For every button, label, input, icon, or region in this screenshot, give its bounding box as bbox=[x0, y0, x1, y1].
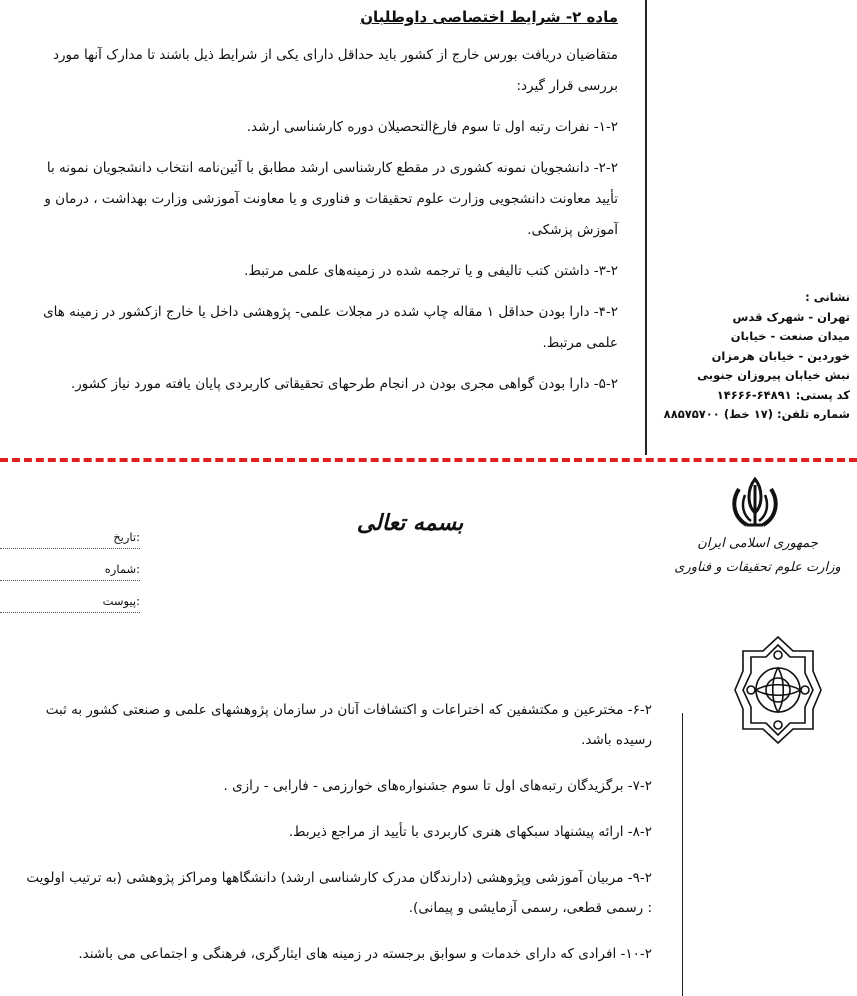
upper-main-text bbox=[20, 0, 618, 400]
list-item: ۶-۲- مخترعین و مکتشفین که اختراعات و اکتشافات آنان در سازمان پژوهشهای علمی و صنعتی کشور به ثبت رسیده باشد. bbox=[45, 702, 652, 748]
list-item: ۱۰-۲- افرادی که دارای خدمات و سوابق برجسته در زمینه های ایثارگری، فرهنگی و اجتماعی می باشند. bbox=[78, 946, 652, 962]
date-label: تاریخ: bbox=[110, 530, 140, 544]
margin-rule bbox=[645, 0, 647, 455]
number-field bbox=[0, 562, 140, 581]
islamic-ornament-icon bbox=[733, 635, 823, 745]
basmala-heading: بسمه تعالی bbox=[356, 510, 464, 536]
list-item: ۷-۲- برگزیدگان رتبه‌های اول تا سوم جشنواره‌های خوارزمی - فارابی - رازی . bbox=[223, 778, 652, 794]
address-line: تهران - شهرک قدس bbox=[732, 309, 850, 324]
upper-page bbox=[0, 0, 857, 455]
article-title: ماده ۲- شرایط اختصاصی داوطلبان bbox=[360, 8, 618, 26]
list-item: ۳-۲- داشتن کتب تالیفی و یا ترجمه شده در زمینه‌های علمی مرتبط. bbox=[244, 263, 618, 279]
margin-rule bbox=[682, 713, 683, 996]
date-field bbox=[0, 530, 140, 549]
number-label: شماره: bbox=[102, 562, 140, 576]
organization-name bbox=[670, 532, 845, 580]
org-line: جمهوری اسلامی ایران bbox=[697, 536, 818, 551]
list-item: ۲-۲- دانشجویان نمونه کشوری در مقطع کارشناسی ارشد مطابق با آئین‌نامه انتخاب دانشجویان نمونه با تأیید معاونت دانشجویی وزارت علوم تحقیقات و فناوری و یا معاونت آموزشی وزارت بهداشت ، درمان و آموزش پزشکی. bbox=[44, 160, 618, 238]
address-line: نبش خیابان پیروزان جنوبی bbox=[697, 368, 850, 382]
list-item: ۹-۲- مربیان آموزشی وپژوهشی (دارندگان مدرک کارشناسی ارشد) دانشگاهها ومراکز پژوهشی (به ترتیب اولویت : رسمی قطعی، رسمی آزمایشی و پیمانی). bbox=[26, 870, 652, 916]
list-item: ۴-۲- دارا بودن حداقل ۱ مقاله چاپ شده در مجلات علمی- پژوهشی داخل یا خارج ازکشور در زمینه های علمی مرتبط. bbox=[43, 304, 618, 351]
iran-emblem-icon bbox=[725, 475, 785, 535]
intro-paragraph: متقاضیان دریافت بورس خارج از کشور باید حداقل دارای یکی از شرایط ذیل باشند تا مدارک آنها مورد بررسی قرار گیرد: bbox=[53, 47, 618, 94]
postal-code: کد پستی: ۶۴۸۹۱-۱۴۶۶۶ bbox=[716, 387, 850, 402]
lower-page bbox=[0, 470, 857, 996]
lower-main-text bbox=[20, 695, 652, 969]
attachment-label: پیوست: bbox=[100, 594, 140, 608]
list-item: ۱-۲- نفرات رتبه اول تا سوم فارغ‌التحصیلان دوره کارشناسی ارشد. bbox=[246, 119, 618, 135]
org-line: وزارت علوم تحقیقات و فناوری bbox=[674, 560, 841, 575]
page-cut-divider bbox=[0, 458, 857, 462]
address-label: نشانی : bbox=[805, 290, 850, 304]
address-line: میدان صنعت - خیابان bbox=[730, 329, 850, 343]
address-line: خوردین - خیابان هرمزان bbox=[711, 348, 850, 363]
list-item: ۸-۲- ارائه پیشنهاد سبکهای هنری کاربردی با تأیید از مراجع ذیربط. bbox=[288, 824, 652, 840]
attachment-field bbox=[0, 594, 140, 613]
list-item: ۵-۲- دارا بودن گواهی مجری بودن در انجام طرحهای تحقیقاتی کاربردی پایان یافته مورد نیاز کشور. bbox=[70, 376, 618, 392]
address-block bbox=[655, 288, 850, 425]
phone-number: شماره تلفن: (۱۷ خط) ۸۸۵۷۵۷۰۰ bbox=[663, 407, 850, 421]
